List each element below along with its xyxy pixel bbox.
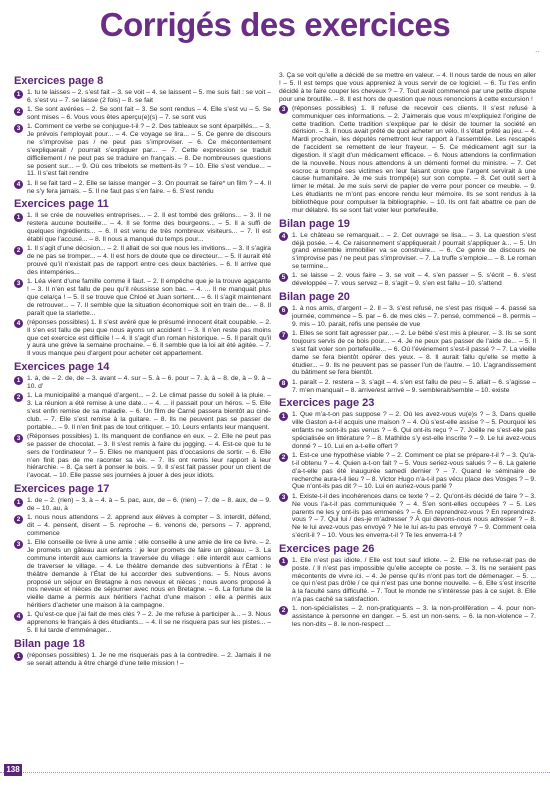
exercise-answer — [14, 652, 271, 668]
section-heading: Exercices page 26 — [279, 542, 375, 555]
exercise-answer-text: 1. à, de – 2. de, de – 3. avant – 4. sur – 5. à – 6. pour – 7. à, à – 8. de, à – 9. à – 10. d’ — [27, 375, 271, 390]
left-column — [14, 72, 271, 669]
page-number: 138 — [4, 764, 22, 776]
section-heading: Exercices page 23 — [279, 397, 375, 410]
exercise-number-badge: 1 — [279, 557, 288, 566]
exercise-answer — [279, 72, 536, 103]
exercise-number-badge: 1 — [279, 412, 288, 421]
exercise-number-badge: 6 — [279, 306, 288, 315]
exercise-answer — [279, 452, 536, 491]
exercise-answer — [279, 305, 536, 329]
exercise-number-badge: 1 — [14, 376, 23, 385]
exercise-answer-text: 1. Comment ce verbe se conjugue-t-il ? – 2. Des tableaux se sont éparpillés... – 3. Je prévois l’employait pour... – 4. Ce voyage se lira... – 5. Ce genre de discours ne s’improvise pas / ne peut pas s’improviser. – 6. Ce mécontentement s’expliquerait / pourrait s’expliquer par... – 7. Cette expression se traduit difficilement / ne peut pas se traduire en français. – 8. De nombreuses questions se posent sur... – 9. Où ces tribelots se mettent-ils ? – 10. Elle s’est vendue... – 11. Il s’est fait rendre — [27, 123, 271, 178]
exercise-answer-text: 1. de – 2. (rien) – 3. à – 4. à – 5. pac, aux, de – 6. (rien) – 7. de – 8. aux, de – 9. de – 10. au, à — [27, 497, 271, 512]
exercise-answer — [14, 89, 271, 105]
section-heading: Exercices page 11 — [14, 198, 109, 211]
corner-dots: .. — [534, 44, 540, 54]
exercise-answer — [14, 497, 271, 513]
exercise-answer-text: 1. se laisse – 2. vous faire – 3. se voit – 4. s’en passer – 5. s’écrit – 6. s’est développée – 7. vous servez – 8. s’agit – 9. s’en est fallu – 10. s’attend — [292, 272, 536, 288]
exercise-answer — [14, 245, 271, 276]
exercise-answer — [279, 272, 536, 288]
exercise-number-badge: 1 — [14, 652, 23, 661]
exercise-number-badge: 4 — [14, 612, 23, 621]
exercise-number-badge: 2 — [14, 393, 23, 402]
exercise-answer-text: 1. Il se crée de nouvelles entreprises... – 2. Il est tombé des grêlons... – 3. Il ne restera aucune bouteille... – 4. Il se forme des bourgeons... – 5. Il a suffi de quelques ingrédients... – 6. Il est venu de très nombreux visiteurs... – 7. Il est établi que l’accusé... – 8. Il nous a manqué du temps pour... — [27, 212, 271, 243]
section-heading: Exercices page 17 — [14, 483, 110, 496]
exercise-answer-text: 1. Qu’est-ce que j’ai fait de mes clés ? – 2. Je me refuse à participer à... – 3. Nous apprenons le français à des étudiants... – 4. Il se ne risquera pas sur les pistes... – 5. Il lui tarde d’emménager... — [27, 611, 271, 635]
exercise-answer-text: 1. Le château se remarquait... – 2. Cet ouvrage se lisa... – 3. La question s’est déjà posée. – 4. Ce raisonnement s’appliquerait / pourrait s’appliquer à... – 5. Un grand ensemble immobilier va se construire... – 6. Ce genre de discours ne s’improvise pas / ne peut pas s’improviser. – 7. La truffe s’emploie... – 8. Le roman se termine... — [292, 231, 536, 271]
exercise-answer-text: 1. Elle n’est pas idiote. / Elle est tout sauf idiote. – 2. Elle ne refuse-rait pas de poste. / Il n’est pas impossible qu’elle accepte ce poste. – 3. Ils ne seraient pas mécontents de vivre ici. – 4. Je pense qu’ils n’ont pas tort de démenager. – 5. ... ce qui n’est pas drôle / ce qui n’est pas une bonne nouvelle. – 6. Elle s’est inscrite à la faculté sans difficulté. – 7. Tout le monde ne s’intéresse pas à ce sujet. 8. Elle n’a pas caché sa satisfaction. — [292, 556, 536, 604]
exercise-answer — [14, 514, 271, 538]
exercise-number-badge: 4 — [279, 232, 288, 241]
exercise-answer-text: 1. non-spécialistes – 2. non-pratiquants – 3. la non-prolifération – 4. pour non-assistance à personne en danger. – 5. est un non-sens. – 6. la non-violence – 7. les non-dits – 8. le non-respect ... — [292, 605, 536, 629]
exercise-answer — [14, 123, 271, 178]
exercise-answer — [14, 319, 271, 358]
exercise-answer-text: 1. paraît – 2. restera – 3. s’agit – 4. s’en est fallu de peu – 5. allait – 6. s’agisse – 7. m’en manquait – 8. arrive/est arrivé – 9. semblerait/semble – 10. existe — [292, 378, 536, 394]
exercise-number-badge: 8 — [279, 379, 288, 388]
section-heading: Bilan page 18 — [14, 637, 85, 650]
exercise-number-badge: 3 — [279, 493, 288, 502]
exercise-answer — [279, 105, 536, 215]
exercise-answer — [14, 278, 271, 317]
exercise-number-badge: 1 — [14, 90, 23, 99]
exercise-number-badge: 5 — [279, 273, 288, 282]
exercise-answer-text: 1. Léa vient d’une famille comme il faut. – 2. Il empêche que je la trouve agaçante ! – 3. Il n’en est fallu de peu qu’il réussisse son bac. – 4. ... Il ne manquait plus que cela/ça ! – 5. Il se trouve que Chloé et Juan sortent... – 6. Il s’agit maintenant de retrouver... – 7. Il semble que la situation économique soit en train de... – 8. Il paraît que la starlette... — [27, 278, 271, 317]
exercise-number-badge: 2 — [14, 107, 23, 116]
exercise-number-badge: 2 — [14, 515, 23, 524]
exercise-number-badge: 2 — [279, 606, 288, 615]
exercise-answer — [279, 379, 536, 395]
exercise-answer — [279, 605, 536, 629]
exercise-number-badge: 3 — [14, 124, 23, 133]
exercise-answer-text: (réponses possibles) 1. Il s’est avéré que le présumé innocent était coupable. – 2. Il s’en est fallu de peu que nous ayons un accident ! – 3. Il n’en reste pas moins que cet exercice est difficile ! – 4. Il s’agit d’un roman historique. – 5. Il paraît qu’il y aura une grève la semaine prochaine. – 6. Il semble que la loi ait été agitée. – 7. Il vous manque peu d’argent pour acheter cet appartement. — [27, 318, 271, 358]
exercise-answer — [14, 212, 271, 243]
exercise-answer-text: 1. Il s’agit d’une décision... – 2. Il allait de soi que nous les invitions... – 3. Il s’agira de ne pas se tromper... – 4. Il est hors de doute que ce directeur... – 5. Il aurait été prouvé qu’il n’existait pas de rapport entre ces deux bactéries. – 6. Il arrive que des intempéries... — [27, 245, 271, 276]
exercise-number-badge: 3 — [279, 105, 288, 114]
exercise-answer-text: 1. nous nous attendons – 2. apprend aux élèves à compter – 3. interdit, défend, dit – 4. pensent, disent – 5. reproche – 6. venons de, persons – 7. apprend, commence — [27, 514, 271, 537]
exercise-answer — [14, 392, 271, 431]
exercise-number-badge: 4 — [14, 319, 23, 328]
exercise-answer — [14, 375, 271, 391]
exercise-answer — [14, 106, 271, 122]
exercise-answer-text: (Réponses possibles) 1. Ils manquent de confiance en eux. – 2. Elle ne peut pas se passer de chocolat. – 3. Il s’est remis à faire du jogging. – 4. Est-ce que tu te sers de l’ordinateur ? – 5. Elles ne manquent pas d’occasions de sortir. – 6. Elle n’en finit pas de me raconter sa vie. – 7. Ils ont remis leur rapport à leur hiérarchie. – 8. Ça sert à ponser le bois. – 9. Il s’est fait passer pour un client de l’avocat. – 10. Elle passe ses journées à jouer à des jeux idiots. — [27, 433, 271, 480]
section-heading: Exercices page 14 — [14, 361, 110, 374]
exercise-answer — [14, 433, 271, 480]
exercise-answer — [14, 611, 271, 635]
exercise-answer-text: 1. La municipalité a manqué d’argent... – 2. Le climat passe du soleil à la pluie. – 3. La réunion a été remise à une date... – 4. ... il passait pour un héros. – 5. Elle s’est enfin remise de sa maladie. – 6. Un film de Carné passera bientôt au ciné-club. – 7. Elle s’est remise à la guitare. – 8. Ils ne peuvent pas se passer de portable... – 9. Il n’en finit pas de tout critiquer. – 10. Leurs enfants leur manquent. — [27, 392, 271, 431]
exercise-answer — [279, 232, 536, 271]
exercise-answer-text: (réponses possibles) 1. Il refuse de recevoir ces clients. Il s’est refusé à communiquer ces informations. – 2. J’aimerais que vous m’expliquiez l’origine de cette tradition. Cette tradition s’explique par le désir de tourner la société en dérision. – 3. Il nous avait prêté de quoi acheter un vélo. Il s’était prêté au jeu. – 4. Mardi prochain, les députés remettront leur rapport à l’assemblée. Les rescapés de l’accident se remettent de leur frayeur. – 5. Ce médicament agit sur la digestion. Il s’agit d’un médicament efficace. – 6. Nous attendons la confirmation de la nouvelle. Nous nous attendons à un démenti formel du ministre. – 7. Cet escroc a trompé ses victimes en leur faisant croire que l’argent servirait à une cause humanitaire. Je me suis trompé(e) sur son compte. – 8. Cet outil sert à limer le métal. Je me suis servi de papier de verre pour poncer ce meuble. – 9. Les étudiants ne m’ont pas encore rendu leur mémoire. Ils se sont rendus à la bibliothèque pour compulser la bibliographie. – 10. Ils ont fait abattre ce pan de mur délabré. Ils se sont fait voler leur portefeuille. — [292, 104, 536, 214]
exercise-answer — [279, 493, 536, 540]
exercise-answer-text: 1. Elle conseille ce livre à une amie : elle conseille à une amie de lire ce livre. – 2. Je promets un gâteau aux enfants : je leur promets de faire un gâteau. – 3. La commune interdit aux camions la traversée du village : elle interdit aux camions de traverser le village. – 4. Le théâtre demande des subventions à l’État : le théâtre demande à l’État de lui accorder des subventions. – 5. Nous avons proposé un séjour en Bretagne à nos neveux et nièces ; nous avons proposé à nos neveux et nièces de séjourner avec nous en Bretagne. – 6. La fortune de la vieille dame a permis aux héritiers l’achat d’une maison : elle a permis aux héritiers d’acheter une maison à la campagne. — [27, 539, 271, 610]
exercise-number-badge: 2 — [14, 246, 23, 255]
exercise-answer-text: 1. Que m’a-t-on pas suppose ? – 2. Où les avez-vous vu(e)s ? – 3. Dans quelle ville Gaston a-t-il acquis une maison ? – 4. Où s’est-elle assise ? – 5. Pourquoi les enfants ne sont-ils pas venus ? – 6. Qui ont-ils reçu ? – 7. Joëlle ne s’est-elle pas spécialisée en littérature ? – 8. Mathilde s’y est-elle inscrite ? – 9. Le lui avez-vous donné ? – 10. Lui en a-t-elle offert ? — [292, 411, 536, 450]
exercise-number-badge: 2 — [279, 453, 288, 462]
section-heading: Bilan page 19 — [279, 217, 350, 230]
exercise-number-badge: 1 — [14, 498, 23, 507]
exercise-answer-text: 1. Est-ce une hypothèse viable ? – 2. Comment ce plat se prépare-t-il ? – 3. Qu’a-t-il obtenu ? – 4. Quien a-t-on fait ? – 5. Vous seriez-vous salués ? – 6. La galerie d’a-t-elle pas été inaugurée samedi dernier ? – 7. Quand le séminaire de recherche aura-t-il lieu ? – 8. Victor Hugo n’a-t-il pas vécu place des Vosges ? – 9. Que n’ont-ils pas dit ? – 10. Lui en auriez-vous parlé ? — [292, 452, 536, 491]
exercise-answer-text: 1. à nos amis, d’argent – 2. Il – 3. s’est refusé, ne s’est pas risqué – 4. passé sa journée, commence – 5. par – 6. de mes clés – 7. pensé, commencé – 8. permis – 9. mis – 10. parait, refis une pensée de vue — [292, 305, 536, 328]
exercise-answer-text: 1. tu te laisses – 2. s’est fait – 3. se voit – 4. se laissent – 5. me suis fait : se voit – 6. s’est vu – 7. se laisse (2 fois) – 8. se fait — [27, 89, 271, 104]
exercise-answer — [279, 557, 536, 604]
section-heading: Bilan page 20 — [279, 291, 350, 304]
exercise-number-badge: 4 — [14, 180, 23, 189]
exercise-answer — [279, 411, 536, 450]
page-title: Corrigés des exercices — [99, 6, 451, 43]
exercise-answer-text: 1. Elles se sont fait agresser par... – 2. Le bébé s’est mis à pleurer. – 3. Ils se sont toujours servis de ce bois pour... – 4. Je ne peux pas passer de l’aide de... – 5. Il s’est fait voler son portefeuille... – 6. Où l’événement s’est-il passé ? – 7. La vieille dame se fera bientôt opérer des yeux. – 8. Il aurait fallu qu’elle se mette à étudier... – 9. Ils ne peuvent pas se passer l’un de l’autre. – 10. L’agrandissement du bâtiment se fera bientôt. — [292, 330, 536, 377]
right-column — [279, 72, 536, 630]
exercise-number-badge: 3 — [14, 540, 23, 549]
exercise-answer-text: (réponses possibles) 1. Je ne me risquerais pas à la contredire. – 2. Jamais il ne se serait attendu à être chargé d’une telle mission ! – — [27, 651, 271, 667]
exercise-number-badge: 1 — [14, 213, 23, 222]
exercise-answer-text: 1. Se sont avérées – 2. Se sont fait – 3. Se sont rendus – 4. Elle s’est vu – 5. Se sont mises – 6. Vous vous êtes aperçu(e)(s) – 7. se sont vus — [27, 106, 271, 122]
exercise-answer-text: 1. Il se fait tard – 2. Elle se laisse manger – 3. On pourrait se faire* un film ? – 4. Il ne s’y fera jamais. – 5. Il ne faut pas s’en faire. – 6. S’est rendu — [27, 179, 271, 195]
exercise-number-badge: 3 — [14, 434, 23, 443]
exercise-answer — [279, 330, 536, 377]
exercise-answer-text: 1. Existe-t-il des incohérences dans ce texte ? – 2. Qu’ont-ils décidé de faire ? – 3. Ne vous l’a-t-il pas communiquée ? – 4. S’en sont-elles occupées ? – 5. Les parents ne les y ont-ils pas emmenés ? – 6. En reprendrez-vous ? En reprendrez-vous ? – 7. Qui lui / des-je m’adresser ? À qui devons-nous nous adresser ? – 8. Ne le lui avez-vous pas envoyé ? Ne le lui as-tu pas envoyé ? – 9. Comment cela s’écrit-il ? – 10. Vous les enverra-t-il ? Te les enverra-t-il ? — [292, 492, 536, 540]
exercise-number-badge: 7 — [279, 331, 288, 340]
exercise-answer-text: 3. Ça se voit qu’elle a décidé de se mettre en valeur. – 4. Il nous tarde de nous en aller ! – 5. Il est temps que vous appreniez à vous servir de ce logiciel. – 6. Tu t’es enfin décidé à te faire couper les cheveux ? – 7. Tout avait commencé par une petite dispute pour une broutille. – 8. Il est hors de question que nous renoncions à cette excursion ! — [279, 72, 536, 103]
footer-divider — [0, 772, 550, 773]
exercise-answer — [14, 539, 271, 610]
exercise-answer — [14, 180, 271, 196]
exercise-number-badge: 3 — [14, 279, 23, 288]
section-heading: Exercices page 8 — [14, 75, 104, 87]
